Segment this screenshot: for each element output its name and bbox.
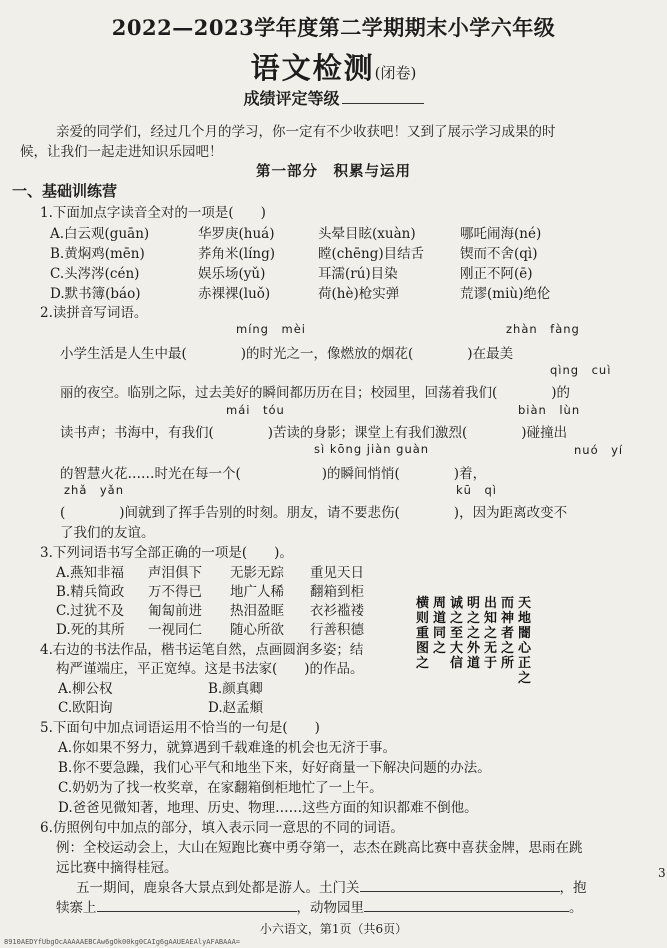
q6-line-5	[56, 896, 583, 916]
calligraphy-col-5: 诚之至大信	[449, 596, 463, 671]
page-side-number: 3	[658, 866, 666, 880]
q3-row-b-3: 地广人稀	[230, 584, 284, 600]
q5-opt-d: D.爸爸见微知著，地理、历史、物理……这些方面的知识都难不倒他。	[58, 800, 478, 816]
q1-stem: 1.下面加点字读音全对的一项是( )	[40, 205, 266, 221]
exam-title-main: 语文检测	[250, 51, 375, 85]
q2-line-1: 小学生活是人生中最( )的时光之一，像燃放的烟花( )在最美	[60, 346, 514, 362]
exam-header-line: 2022—2023学年度第二学期期末小学六年级	[111, 15, 556, 40]
q2-pinyin-1b: zhàn fàng	[506, 322, 580, 336]
q2-pinyin-5a: zhǎ yǎn	[64, 483, 125, 497]
q1-row-c-2: 娱乐场(yǔ)	[198, 266, 266, 282]
q6-line-4-text: 五一期间，鹿泉各大景点到处都是游人。土门关	[76, 880, 360, 896]
q4-opt-d: D.赵孟頫	[208, 700, 264, 716]
q5-opt-a: A.你如果不努力，就算遇到千载难逢的机会也无济于事。	[58, 740, 397, 756]
q4-opt-b: B.颜真卿	[208, 681, 263, 697]
q2-line-4: 的智慧火花……时光在每一个( )的瞬间悄悄( )着，	[60, 466, 487, 482]
q1-row-a-1: A.白云观(guān)	[50, 226, 150, 242]
q6-blank-3[interactable]	[364, 911, 569, 912]
q4-opt-a: A.柳公权	[58, 681, 113, 697]
q1-row-c-1: C.头涔涔(cén)	[50, 266, 140, 282]
q3-row-a-2: 声泪俱下	[148, 565, 202, 581]
q6-blank-2[interactable]	[97, 911, 297, 912]
q1-row-b-4: 锲而不舍(qì)	[460, 246, 538, 262]
q4-line-1: 4.右边的书法作品，楷书运笔自然，点画圆润多姿；结	[40, 642, 364, 658]
q3-row-d-4: 行善积德	[310, 622, 364, 638]
q1-row-c-3: 耳濡(rú)目染	[318, 266, 398, 282]
q3-row-b-4: 翻箱到柜	[310, 584, 364, 600]
q1-row-a-2: 华罗庚(huá)	[198, 226, 275, 242]
q6-line-1: 6.仿照例句中加点的部分，填入表示同一意思的不同的词语。	[40, 820, 404, 836]
q3-row-c-3: 热泪盈眶	[230, 603, 284, 619]
q1-row-b-2: 荞角米(líng)	[198, 246, 276, 262]
q3-row-c-1: C.过犹不及	[56, 603, 125, 619]
q2-line-3: 读书声；书海中，有我们( )苦读的身影；课堂上有我们激烈( )碰撞出	[60, 425, 568, 441]
q2-pinyin-4b: nuó yí	[574, 443, 624, 457]
q3-row-a-3: 无影无踪	[230, 565, 284, 581]
q5-opt-b: B.你不要急躁，我们心平气和地坐下来，好好商量一下解决问题的办法。	[58, 760, 491, 776]
calligraphy-col-4: 明之之外道	[466, 596, 480, 671]
q6-line-5-end: 。	[569, 900, 583, 916]
q2-line-6: 了我们的友谊。	[60, 525, 155, 541]
q3-row-d-1: D.死的其所	[56, 622, 125, 638]
calligraphy-col-3: 出知之无于	[483, 596, 497, 671]
calligraphy-col-1: 天地闇心正之	[517, 596, 531, 686]
q1-row-c-4: 刚正不阿(ē)	[460, 266, 533, 282]
intro-line-1: 亲爱的同学们，经过几个月的学习，你一定有不少收获吧！又到了展示学习成果的时	[56, 124, 556, 140]
exam-title	[0, 46, 667, 87]
q6-line-5-text: 犊寨上	[56, 900, 97, 916]
grade-blank[interactable]	[342, 103, 424, 104]
q2-pinyin-5b: kū qì	[456, 483, 497, 497]
calligraphy-col-6: 周道同之	[432, 596, 446, 656]
q3-row-a-1: A.燕知非福	[56, 565, 125, 581]
calligraphy-col-7: 横则重图之	[415, 596, 429, 671]
q4-line-2: 构严谨端庄，平正宽绰。这是书法家( )的作品。	[56, 661, 364, 677]
q3-row-c-2: 匍匐前进	[148, 603, 202, 619]
q2-pinyin-2: qìng cuì	[550, 363, 612, 377]
q1-row-d-2: 赤裸裸(luǒ)	[198, 286, 271, 302]
q3-stem: 3.下列词语书写全部正确的一项是( )。	[40, 545, 293, 561]
q1-row-b-1: B.黄焖鸡(mēn)	[50, 246, 145, 262]
q3-row-b-2: 万不得已	[148, 584, 202, 600]
q2-pinyin-3a: mái tóu	[226, 403, 285, 417]
q3-row-c-4: 衣衫褴褛	[310, 603, 364, 619]
q2-line-5: ( )间就到了挥手告别的时刻。朋友，请不要悲伤( )，因为距离改变不	[60, 505, 568, 521]
part-heading: 第一部分 积累与运用	[256, 163, 411, 180]
q2-stem: 2.读拼音写词语。	[40, 305, 148, 321]
grade-line	[0, 86, 667, 109]
q5-opt-c: C.奶奶为了找一枚奖章，在家翻箱倒柜地忙了一上午。	[58, 780, 383, 796]
grade-label: 成绩评定等级	[243, 89, 340, 108]
q2-pinyin-3b: biàn lùn	[518, 403, 581, 417]
calligraphy-col-2: 而神者之所	[500, 596, 514, 671]
q6-line-2: 例：全校运动会上，大山在短跑比赛中勇夺第一，志杰在跳高比赛中喜获金牌，思雨在跳	[56, 840, 583, 856]
calligraphy-artwork	[416, 596, 532, 718]
q1-row-d-4: 荒谬(miù)绝伦	[460, 286, 551, 302]
exam-title-note: (闭卷)	[374, 64, 417, 82]
q3-row-d-3: 随心所欲	[230, 622, 284, 638]
q2-pinyin-4a: sì kōng jiàn guàn	[314, 442, 430, 456]
q4-opt-c: C.欧阳询	[58, 700, 113, 716]
q6-line-4	[76, 876, 587, 896]
q1-row-b-3: 瞠(chēng)目结舌	[318, 246, 425, 262]
q3-row-b-1: B.精兵简政	[56, 584, 125, 600]
q5-stem: 5.下面句中加点词语运用不恰当的一句是( )	[40, 720, 320, 736]
q6-line-3: 远比赛中摘得桂冠。	[56, 860, 178, 876]
page-footer: 小六语文，第1页（共6页）	[259, 922, 408, 936]
q1-row-d-3: 荷(hè)枪实弹	[318, 286, 400, 302]
q1-row-d-1: D.默书簿(báo)	[50, 286, 141, 302]
q6-line-5-mid: ，动物园里	[296, 900, 364, 916]
q2-pinyin-1a: míng mèi	[236, 322, 306, 336]
intro-line-2: 候，让我们一起走进知识乐园吧！	[20, 144, 223, 160]
q1-row-a-4: 哪吒闹海(né)	[460, 226, 542, 242]
q3-row-d-2: 一视同仁	[148, 622, 202, 638]
q3-row-a-4: 重见天日	[310, 565, 364, 581]
section-heading: 一、基础训练营	[12, 182, 118, 200]
q6-line-4-end: ，抱	[559, 880, 587, 896]
bottom-code: 8910AEDYfUbgOcAAAAAEBCAw6gOk00kg0CAIg6gAAUEAEAlyAFABAAA=	[4, 938, 241, 946]
q1-row-a-3: 头晕目眩(xuàn)	[318, 226, 416, 242]
q2-line-2: 丽的夜空。临别之际，过去美好的瞬间都历历在目；校园里，回荡着我们( )的	[60, 385, 571, 401]
q6-blank-1[interactable]	[360, 891, 560, 892]
